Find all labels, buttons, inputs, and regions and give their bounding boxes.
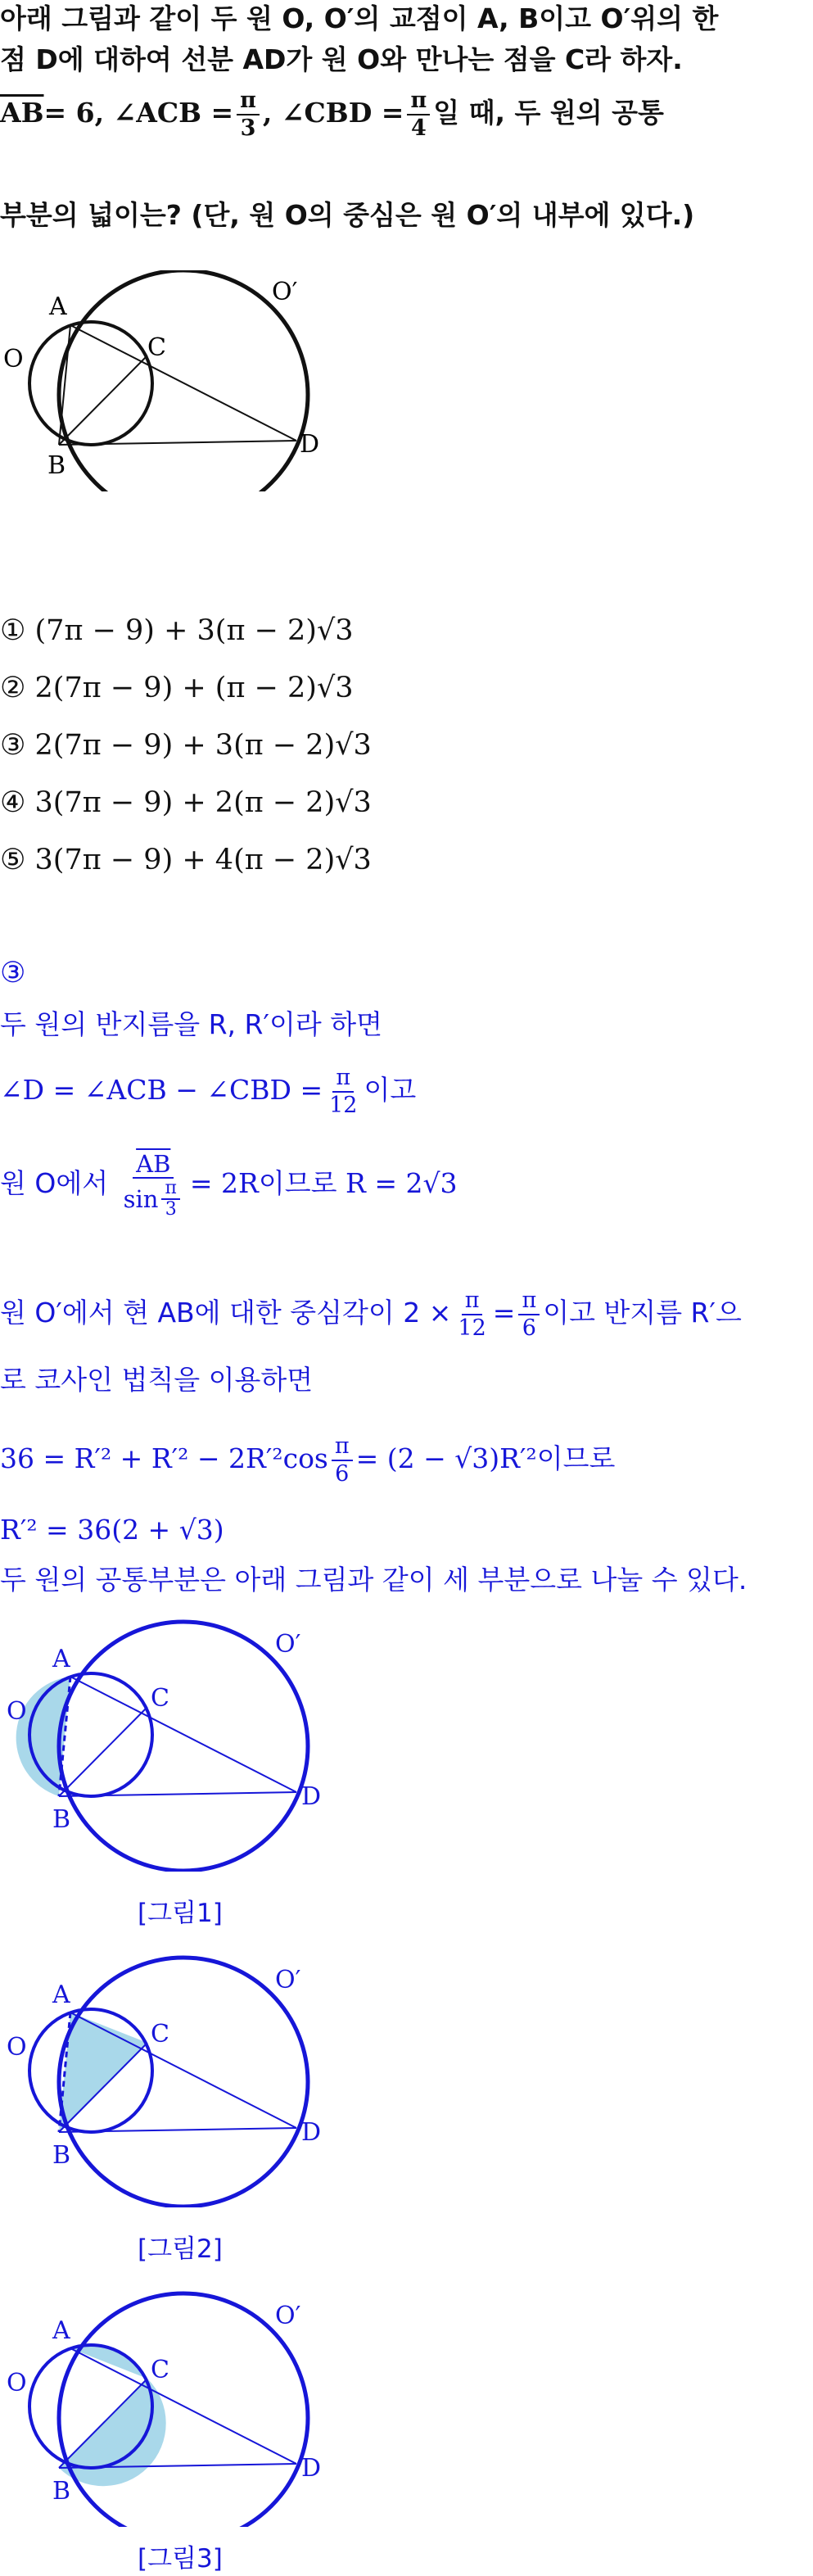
label-a: A (49, 292, 67, 321)
choice-number: ⑤ (0, 844, 26, 876)
label-o: O (7, 2033, 27, 2062)
solution-line-6 (0, 1430, 813, 1487)
label-c: C (151, 1684, 169, 1713)
choice-3[interactable] (0, 725, 372, 766)
label-d: D (301, 2454, 322, 2483)
frac-num: π (332, 1433, 353, 1461)
frac-den: 3 (240, 115, 256, 141)
label-c: C (151, 2356, 169, 2384)
line-bd (59, 441, 296, 445)
sin-text: sin (123, 1184, 159, 1213)
caption-figure-3: [그림3] (138, 2544, 223, 2574)
choice-1[interactable] (0, 610, 354, 651)
circle-o (29, 322, 152, 445)
figure-2 (0, 1954, 327, 2207)
choice-text: 3(7π − 9) + 2(π − 2)√3 (34, 786, 372, 819)
frac-den (120, 1179, 187, 1220)
label-b: B (47, 451, 66, 480)
label-a: A (52, 1645, 70, 1673)
equals: = (492, 1297, 516, 1329)
caption-figure-1: [그림1] (138, 1899, 223, 1928)
problem-line-2: 점 D에 대하여 선분 AD가 원 O와 만나는 점을 C라 하자. (0, 43, 683, 75)
label-d: D (301, 2118, 322, 2147)
choice-4[interactable] (0, 782, 372, 823)
solution-line-7: R′² = 36(2 + √3) (0, 1514, 224, 1546)
problem-line-1: 아래 그림과 같이 두 원 O, O′의 교점이 A, B이고 O′위의 한 (0, 2, 719, 34)
tail-text: 일 때, 두 원의 공통 (433, 97, 664, 129)
figure-1 (0, 1618, 327, 1872)
frac-num: π (237, 88, 260, 115)
choice-number: ① (0, 614, 26, 647)
circle-o-prime (59, 2293, 308, 2527)
fraction-pi-12 (454, 1288, 489, 1342)
circle-o-prime (59, 1622, 308, 1871)
label-a: A (52, 1981, 70, 2009)
choice-text: (7π − 9) + 3(π − 2)√3 (34, 614, 354, 647)
label-b: B (52, 1805, 71, 1834)
label-o: O (3, 345, 24, 373)
label-c: C (151, 2020, 169, 2049)
problem-line-4: 부분의 넓이는? (단, 원 O의 중심은 원 O′의 내부에 있다.) (0, 199, 695, 231)
label-b: B (52, 2477, 71, 2506)
label-o-prime: O′ (272, 278, 298, 306)
solution-line-5: 로 코사인 법칙을 이용하면 (0, 1364, 314, 1396)
label-o: O (7, 1697, 27, 1726)
cos-law-right: = (2 − √3)R′²이므로 (355, 1442, 616, 1474)
label-o-prime: O′ (275, 2302, 301, 2330)
frac-num: $\overline{AB}$ (133, 1151, 174, 1179)
text-circle-o: 원 O에서 (0, 1167, 109, 1199)
frac-num: π (462, 1288, 483, 1315)
problem-figure (0, 270, 327, 491)
label-d: D (301, 1782, 322, 1811)
label-c: C (147, 333, 166, 362)
fraction-pi-12 (326, 1065, 360, 1119)
fraction-pi-4 (407, 88, 430, 142)
solution-line-8: 두 원의 공통부분은 아래 그림과 같이 세 부분으로 나눌 수 있다. (0, 1564, 748, 1596)
line-ad (70, 1677, 296, 1792)
text-central-angle: 원 O′에서 현 AB에 대한 중심각이 2 × (0, 1297, 452, 1329)
choice-number: ④ (0, 786, 26, 819)
caption-figure-2: [그림2] (138, 2234, 223, 2264)
frac-den: 3 (165, 1198, 177, 1220)
problem-line-3 (0, 87, 813, 142)
figure-3 (0, 2289, 327, 2527)
solution-line-3 (0, 1147, 813, 1220)
label-o-prime: O′ (275, 1966, 301, 1994)
line-bd (59, 1792, 296, 1796)
frac-num: π (407, 88, 430, 115)
label-d: D (300, 430, 320, 459)
eq-text: = 6, ∠ACB = (43, 97, 234, 129)
cos-law-left: 36 = R′² + R′² − 2R′²cos (0, 1442, 328, 1474)
label-o: O (7, 2369, 27, 2397)
label-b: B (52, 2141, 71, 2170)
eq-tail: 이고 (364, 1074, 417, 1106)
frac-den: 6 (522, 1315, 536, 1341)
fraction-ab-sin (120, 1151, 187, 1220)
line-bc (59, 355, 147, 445)
answer: ③ (0, 957, 26, 989)
frac-num: π (161, 1179, 179, 1200)
fraction-pi-3-small (161, 1179, 179, 1220)
frac-den: 12 (458, 1315, 486, 1341)
text-radius: 이고 반지름 R′으 (543, 1297, 742, 1329)
label-a: A (52, 2316, 70, 2345)
fraction-pi-6 (332, 1433, 353, 1487)
segment-ab: $\overline{AB}$ (0, 97, 44, 129)
angle-cbd: , ∠CBD = (262, 97, 404, 129)
frac-num: π (518, 1288, 540, 1315)
fraction-pi-3 (237, 88, 260, 142)
label-o-prime: O′ (275, 1630, 301, 1659)
choice-5[interactable] (0, 840, 372, 881)
choice-number: ③ (0, 729, 26, 762)
choice-text: 2(7π − 9) + (π − 2)√3 (34, 672, 354, 704)
line-bd (59, 2128, 296, 2132)
solution-line-4 (0, 1284, 813, 1342)
solution-line-1: 두 원의 반지름을 R, R′이라 하면 (0, 1008, 382, 1040)
choice-2[interactable] (0, 668, 354, 709)
line-bc (59, 1707, 147, 1796)
circle-o-prime (59, 270, 308, 491)
frac-num: π (332, 1065, 354, 1093)
fraction-pi-6 (518, 1288, 540, 1342)
frac-den: 12 (329, 1092, 358, 1118)
choice-text: 3(7π − 9) + 4(π − 2)√3 (34, 844, 372, 876)
solution-line-2 (0, 1062, 813, 1119)
eq-left: ∠D = ∠ACB − ∠CBD = (0, 1074, 323, 1106)
frac-den: 4 (410, 115, 427, 141)
radius-result: = 2R이므로 R = 2√3 (189, 1167, 458, 1199)
frac-den: 6 (335, 1460, 350, 1487)
line-ad (70, 325, 296, 441)
choice-text: 2(7π − 9) + 3(π − 2)√3 (34, 729, 372, 762)
choice-number: ② (0, 672, 26, 704)
